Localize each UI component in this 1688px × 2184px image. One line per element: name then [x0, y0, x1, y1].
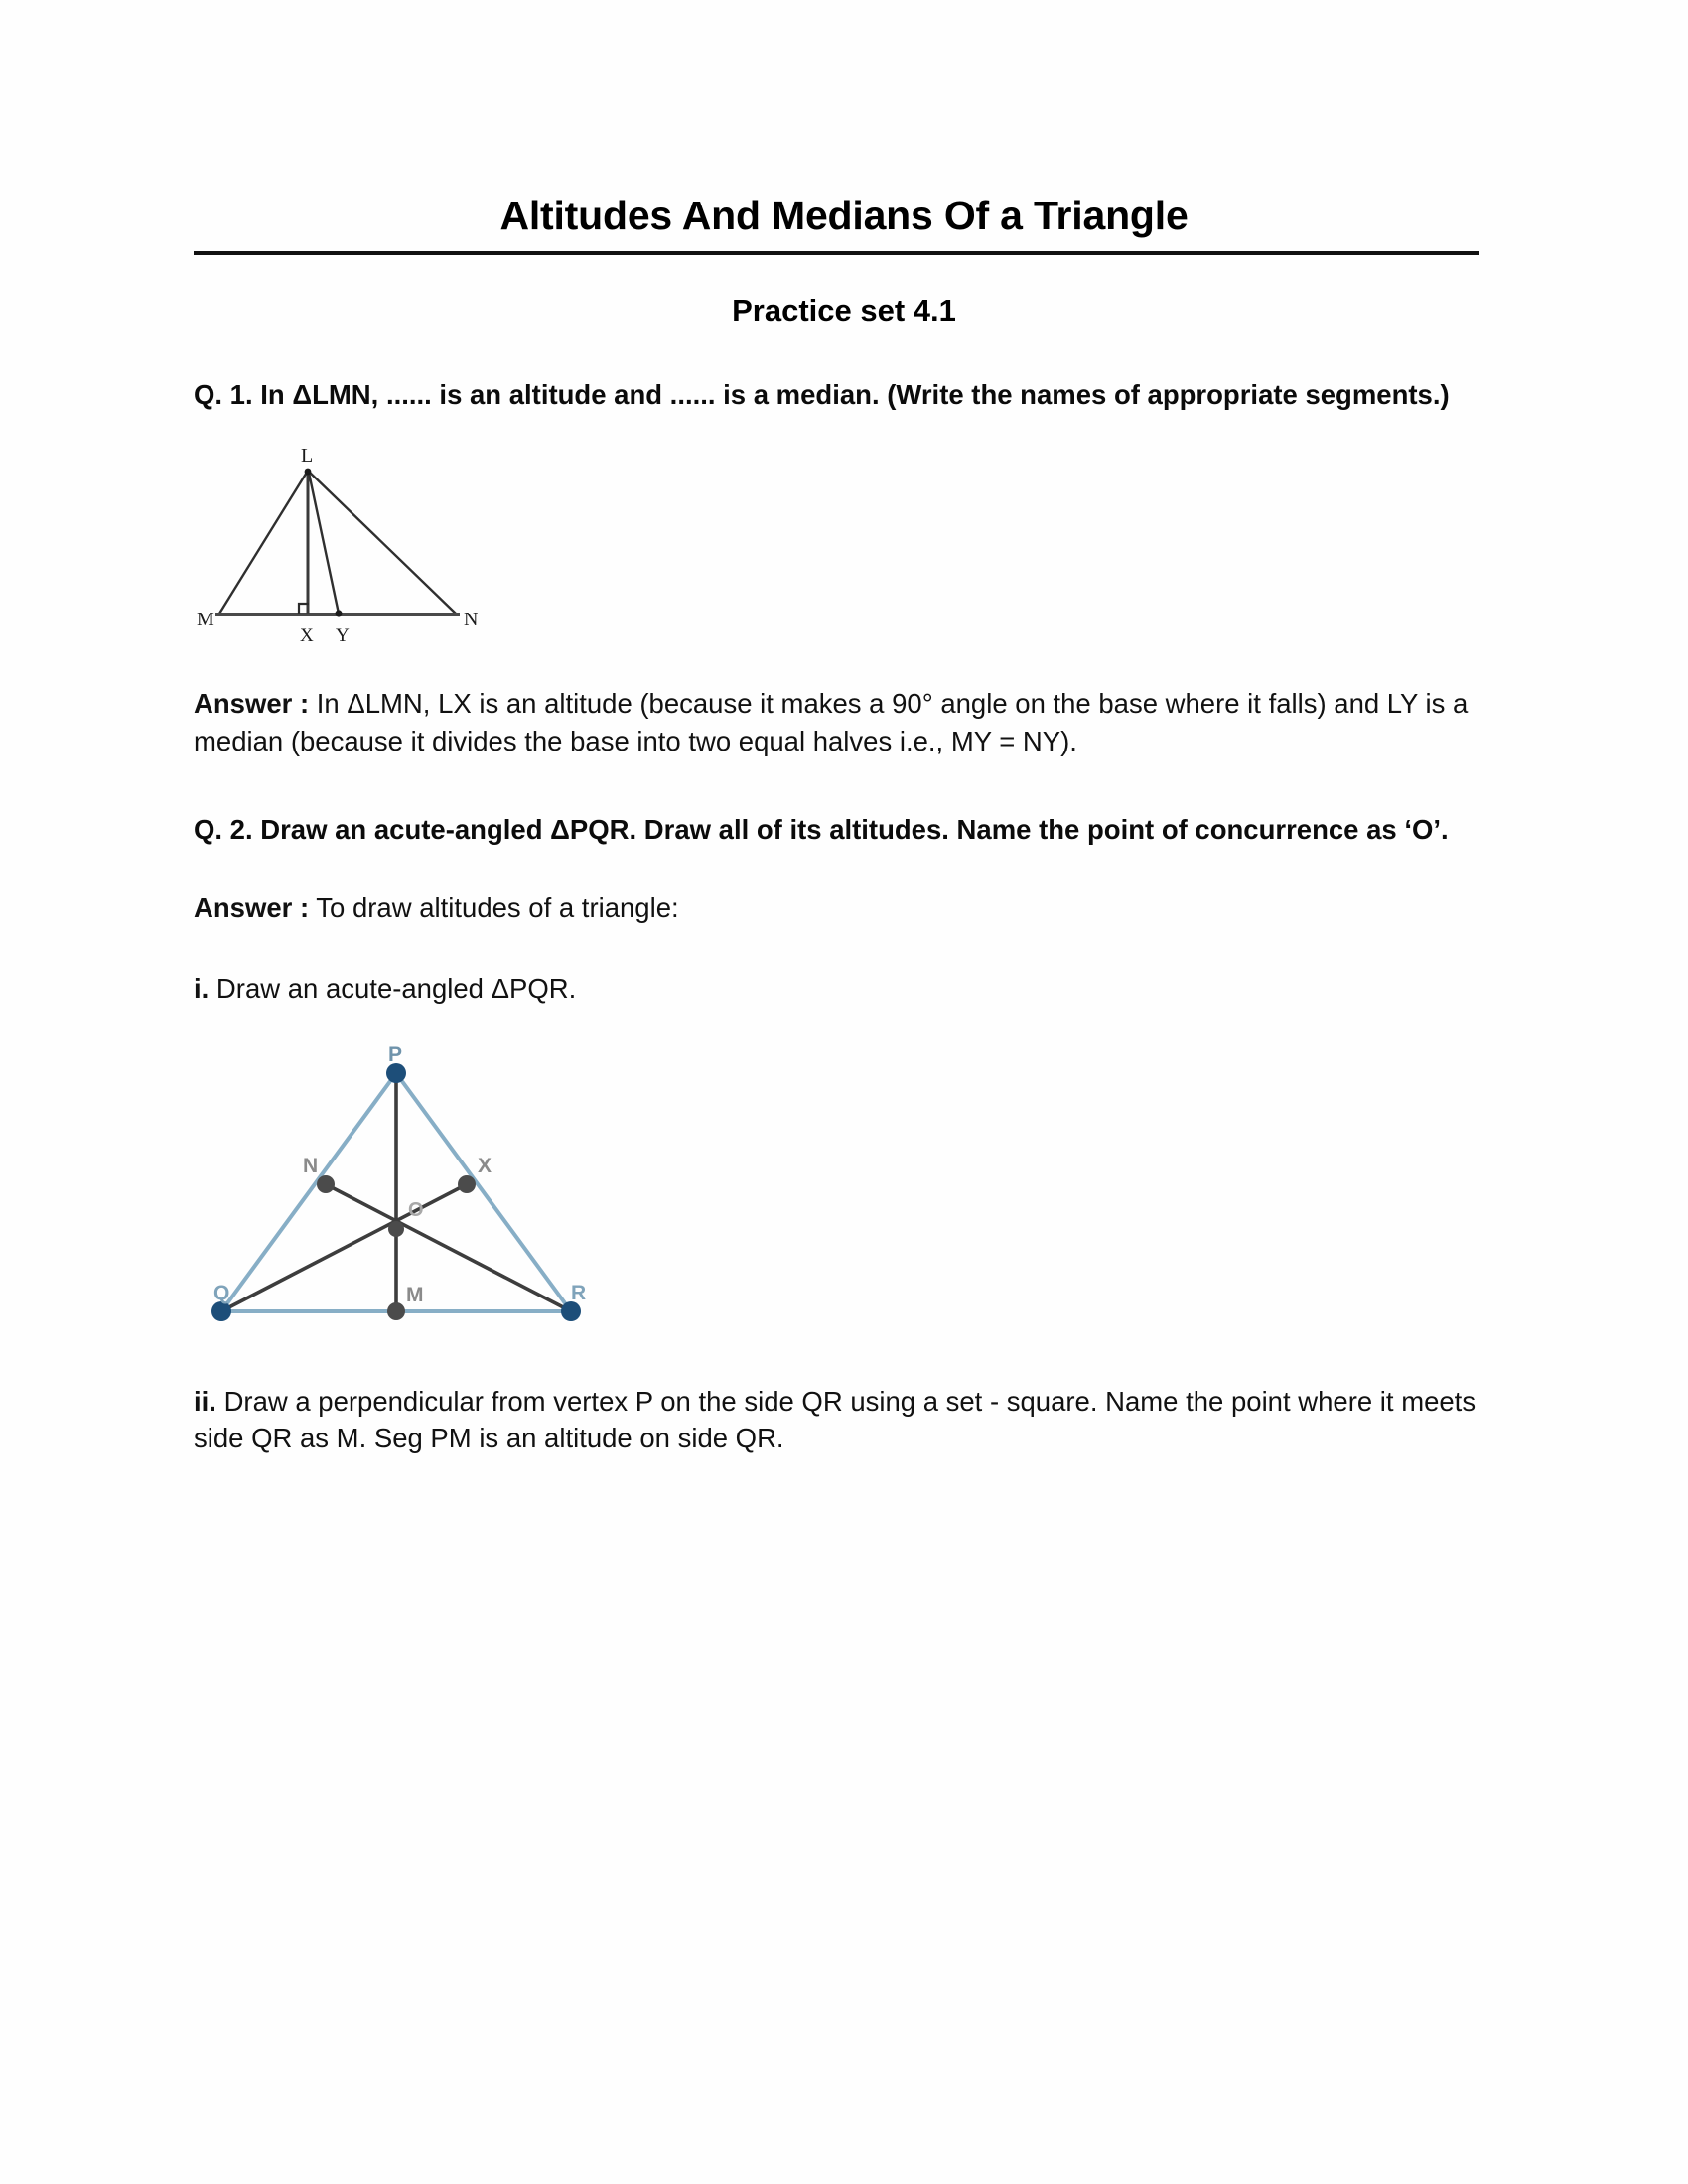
figure-label-o: O — [408, 1198, 424, 1221]
answer-2 — [194, 848, 1494, 926]
segment-ml — [219, 471, 308, 614]
figure-label-y: Y — [336, 625, 350, 646]
triangle-lmn-diagram — [194, 447, 531, 645]
altitude-rn — [326, 1184, 571, 1311]
foot-dot-m — [387, 1302, 405, 1320]
median-ly — [309, 473, 339, 614]
page-title: Altitudes And Medians Of a Triangle — [499, 193, 1189, 238]
figure-label-m: M — [406, 1283, 424, 1306]
step-1-body: Draw an acute-angled ΔPQR. — [215, 973, 577, 1005]
step-2-body: Draw a perpendicular from vertex P on the side QR using a set - square. Name the point where it meets side QR as M. Seg PM is an altitude on side QR. — [194, 1385, 1477, 1454]
vertex-dot-r — [561, 1301, 581, 1321]
answer-1-label: Answer : — [194, 688, 310, 720]
figure-label-q: Q — [213, 1281, 230, 1304]
altitude-qx — [221, 1184, 467, 1311]
figure-label-x: X — [300, 625, 314, 646]
practice-set-heading: Practice set 4.1 — [732, 293, 956, 329]
question-1-body: In ΔLMN, ...... is an altitude and ...... is a median. (Write the names of appropriate segments.) — [260, 379, 1450, 411]
figure-label-n: N — [464, 609, 479, 631]
segment-pq — [221, 1073, 396, 1311]
answer-2-body: To draw altitudes of a triangle: — [316, 892, 679, 924]
foot-dot-n — [317, 1175, 335, 1193]
document-content — [194, 0, 1494, 1457]
step-2-marker: ii. — [194, 1385, 216, 1417]
foot-dot-x — [458, 1175, 476, 1193]
question-2-label: Q. 2. — [194, 813, 253, 845]
vertex-dot-p — [386, 1063, 406, 1083]
figure-label-x: X — [478, 1154, 492, 1177]
figure-label-m: M — [197, 609, 214, 631]
question-1-text — [194, 329, 1494, 413]
figure-lmn — [194, 413, 1494, 645]
answer-2-step-1 — [194, 926, 1494, 1007]
question-2-body: Draw an acute-angled ΔPQR. Draw all of its altitudes. Name the point of concurrence as ‘O’. — [260, 813, 1449, 845]
vertex-dot-y — [335, 611, 342, 617]
orthocentre-dot-o — [388, 1221, 404, 1237]
step-1-marker: i. — [194, 973, 210, 1005]
figure-pqr — [194, 1008, 1494, 1343]
vertex-dot-q — [211, 1301, 231, 1321]
answer-2-label: Answer : — [194, 892, 310, 924]
figure-label-l: L — [301, 447, 314, 468]
figure-label-p: P — [388, 1044, 403, 1066]
segment-pr — [396, 1073, 571, 1311]
figure-label-r: R — [571, 1281, 587, 1304]
answer-1 — [194, 645, 1494, 759]
question-2-text — [194, 759, 1494, 848]
triangle-pqr-altitudes-diagram — [194, 1045, 621, 1343]
answer-2-step-2 — [194, 1343, 1494, 1457]
vertex-dot-l — [305, 469, 312, 476]
segment-ln — [308, 471, 456, 614]
answer-1-body: In ΔLMN, LX is an altitude (because it makes a 90° angle on the base where it falls) and LY is a median (because it divides the base into two equal halves i.e., MY = NY). — [194, 688, 1469, 756]
question-1-label: Q. 1. — [194, 379, 253, 411]
figure-label-n: N — [303, 1154, 319, 1177]
